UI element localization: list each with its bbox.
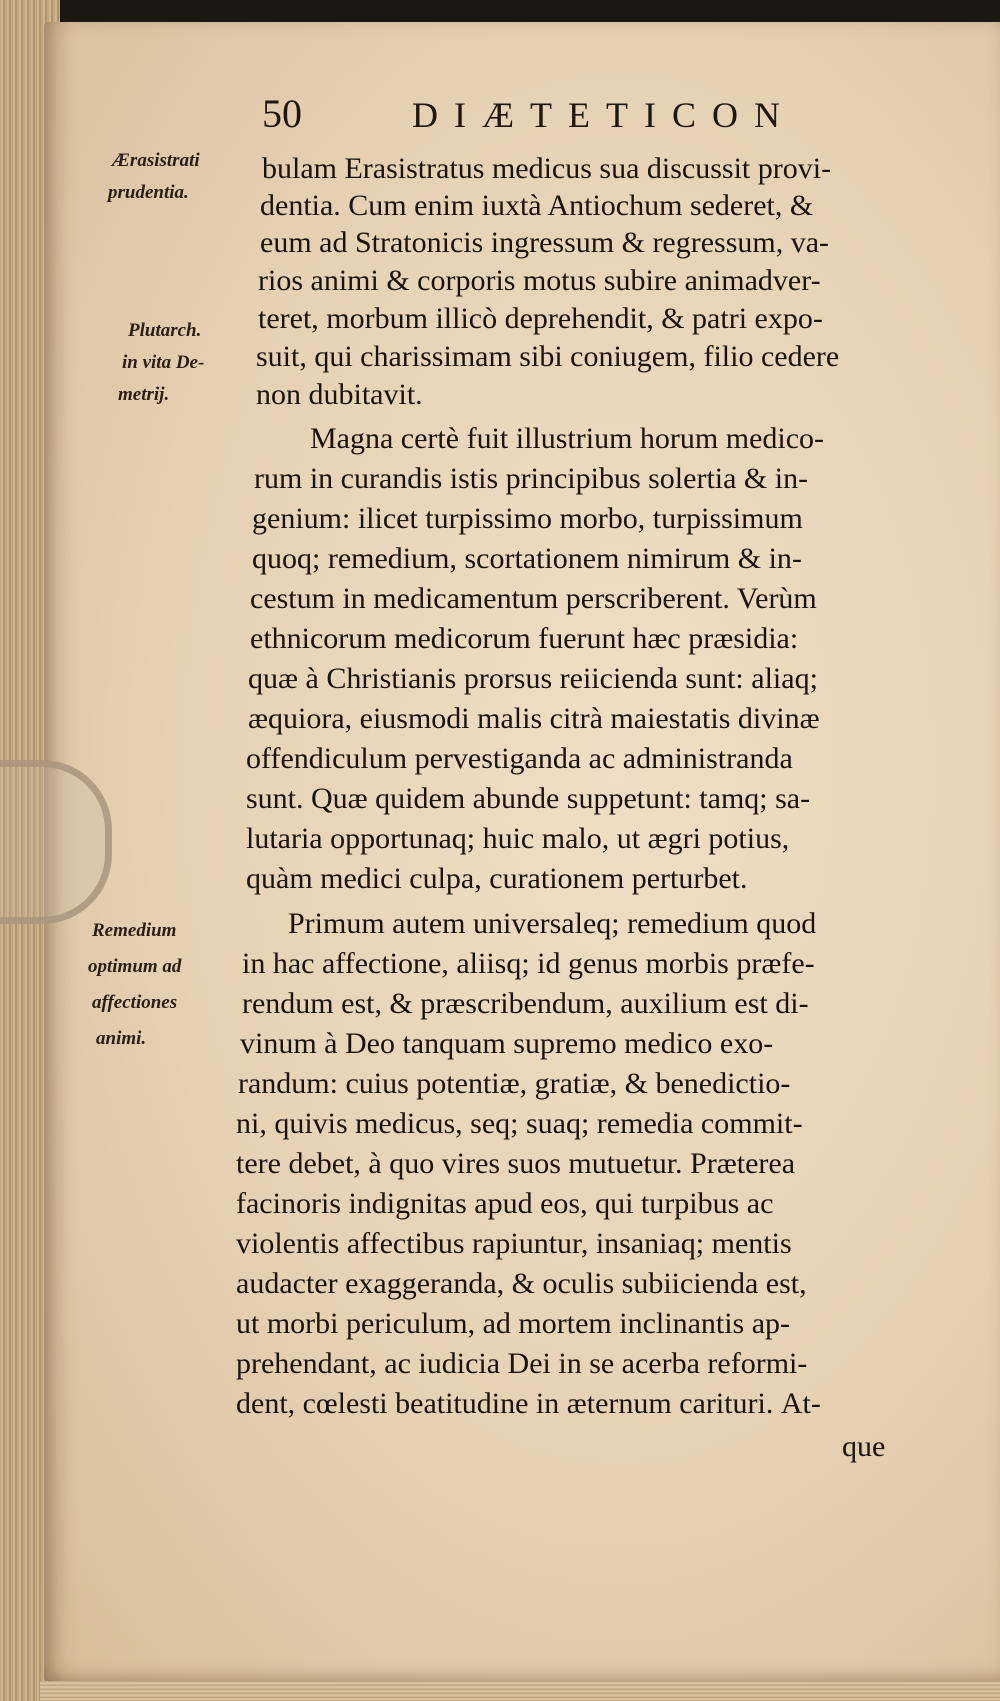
page-number: 50: [262, 91, 302, 136]
text-line: rum in curandis istis principibus solertia & in-: [254, 462, 809, 495]
margin-note: Ærasistrati: [112, 150, 200, 171]
text-line: ut morbi periculum, ad mortem inclinantis ap-: [236, 1307, 791, 1340]
text-line: ethnicorum medicorum fuerunt hæc præsidia:: [250, 622, 799, 655]
running-head: [262, 86, 942, 146]
margin-note: in vita De-: [122, 352, 205, 373]
text-line: prehendant, ac iudicia Dei in se acerba reformi-: [236, 1347, 808, 1380]
text-line: quoq; remedium, scortationem nimirum & in-: [252, 542, 802, 575]
text-line: facinoris indignitas apud eos, qui turpibus ac: [236, 1187, 774, 1220]
text-line: tere debet, à quo vires suos mutuetur. Præterea: [236, 1147, 796, 1180]
text-line: quæ à Christianis prorsus reiicienda sunt: aliaq;: [248, 662, 818, 695]
running-title: DIÆTETICON: [412, 95, 796, 135]
text-line: quàm medici culpa, curationem perturbet.: [246, 862, 748, 895]
text-line: randum: cuius potentiæ, gratiæ, & benedictio-: [238, 1067, 791, 1100]
ribbon-bookmark: [0, 760, 112, 924]
margin-note: prudentia.: [108, 182, 189, 203]
text-line: audacter exaggeranda, & oculis subiicienda est,: [236, 1267, 807, 1300]
margin-note: Plutarch.: [128, 320, 202, 341]
text-line: vinum à Deo tanquam supremo medico exo-: [240, 1027, 774, 1060]
margin-note: optimum ad: [88, 956, 182, 977]
page-bottom-edges: [40, 1681, 1000, 1701]
text-line: teret, morbum illicò deprehendit, & patri expo-: [258, 302, 823, 335]
text-line: ni, quivis medicus, seq; suaq; remedia commit-: [236, 1107, 803, 1140]
catchword: que: [842, 1430, 886, 1463]
text-line: dentia. Cum enim iuxtà Antiochum sederet, &: [260, 189, 814, 222]
text-line: suit, qui charissimam sibi coniugem, filio cedere: [256, 340, 840, 373]
text-line: non dubitavit.: [256, 378, 423, 411]
text-line: cestum in medicamentum perscriberent. Verùm: [250, 582, 817, 615]
margin-note: metrij.: [118, 384, 170, 405]
text-line: eum ad Stratonicis ingressum & regressum, va-: [260, 226, 830, 259]
text-line: æquiora, eiusmodi malis citrà maiestatis divinæ: [248, 702, 820, 735]
text-line: Magna certè fuit illustrium horum medico-: [310, 422, 825, 455]
text-line: genium: ilicet turpissimo morbo, turpissimum: [252, 502, 803, 535]
text-line: dent, cœlesti beatitudine in æternum cariturі. At-: [236, 1387, 821, 1420]
text-line: violentis affectibus rapiuntur, insaniaq; mentis: [236, 1227, 792, 1260]
text-line: bulam Erasistratus medicus sua discussit provi-: [262, 152, 832, 185]
text-line: offendiculum pervestiganda ac administranda: [246, 742, 793, 775]
text-line: sunt. Quæ quidem abunde suppetunt: tamq; sa-: [246, 782, 811, 815]
text-line: rios animi & corporis motus subire animadver-: [258, 264, 821, 297]
margin-note: Remedium: [92, 920, 177, 941]
text-line: in hac affectione, aliisq; id genus morbis præfe-: [242, 947, 815, 980]
text-line: Primum autem universaleq; remedium quod: [288, 907, 817, 940]
text-line: lutaria opportunaq; huic malo, ut ægri potius,: [246, 822, 790, 855]
margin-note: animi.: [96, 1028, 147, 1049]
text-line: rendum est, & præscribendum, auxilium est di-: [242, 987, 809, 1020]
margin-note: affectiones: [92, 992, 178, 1013]
